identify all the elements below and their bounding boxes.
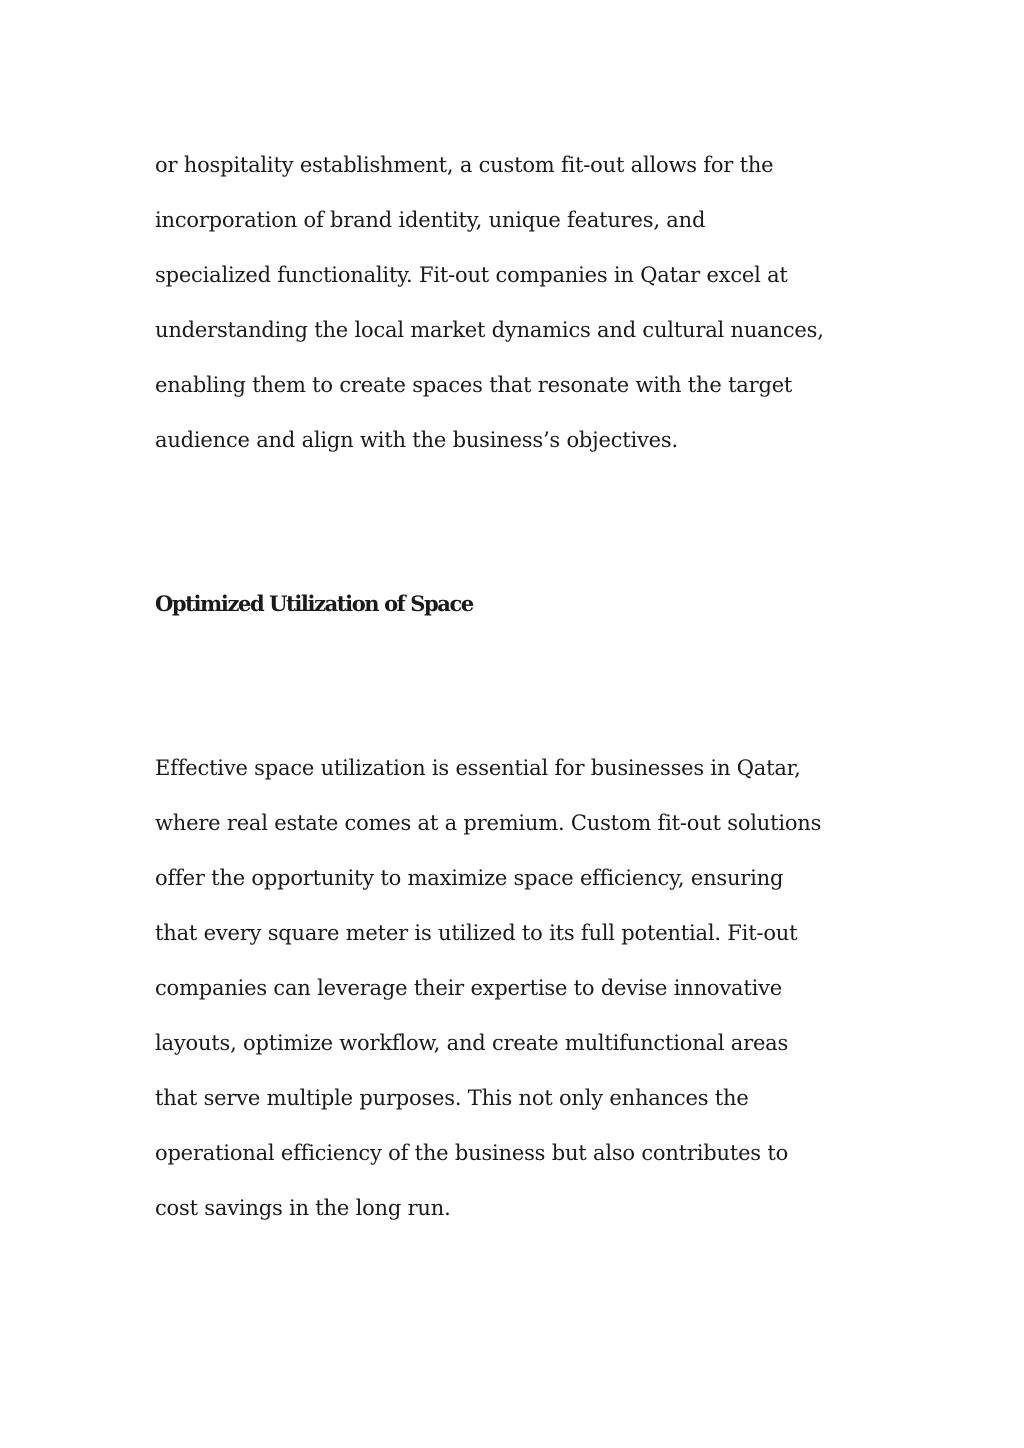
text-line: or hospitality establishment, a custom fit-out allows for the bbox=[155, 153, 774, 177]
section-heading: Optimized Utilization of Space bbox=[155, 591, 473, 616]
text-line: Effective space utilization is essential for businesses in Qatar, bbox=[155, 756, 801, 780]
text-line: understanding the local market dynamics and cultural nuances, bbox=[155, 318, 824, 342]
text-line: that every square meter is utilized to its full potential. Fit-out bbox=[155, 921, 798, 945]
text-line: incorporation of brand identity, unique features, and bbox=[155, 208, 706, 232]
text-line: enabling them to create spaces that resonate with the target bbox=[155, 373, 793, 397]
text-line: audience and align with the business’s objectives. bbox=[155, 428, 678, 452]
text-line: cost savings in the long run. bbox=[155, 1196, 451, 1220]
text-line: where real estate comes at a premium. Custom fit-out solutions bbox=[155, 811, 822, 835]
text-line: offer the opportunity to maximize space efficiency, ensuring bbox=[155, 866, 784, 890]
text-line: specialized functionality. Fit-out companies in Qatar excel at bbox=[155, 263, 788, 287]
text-line: layouts, optimize workflow, and create multifunctional areas bbox=[155, 1031, 789, 1055]
text-line: companies can leverage their expertise to devise innovative bbox=[155, 976, 782, 1000]
text-line: that serve multiple purposes. This not only enhances the bbox=[155, 1086, 749, 1110]
text-line: operational efficiency of the business but also contributes to bbox=[155, 1141, 789, 1165]
